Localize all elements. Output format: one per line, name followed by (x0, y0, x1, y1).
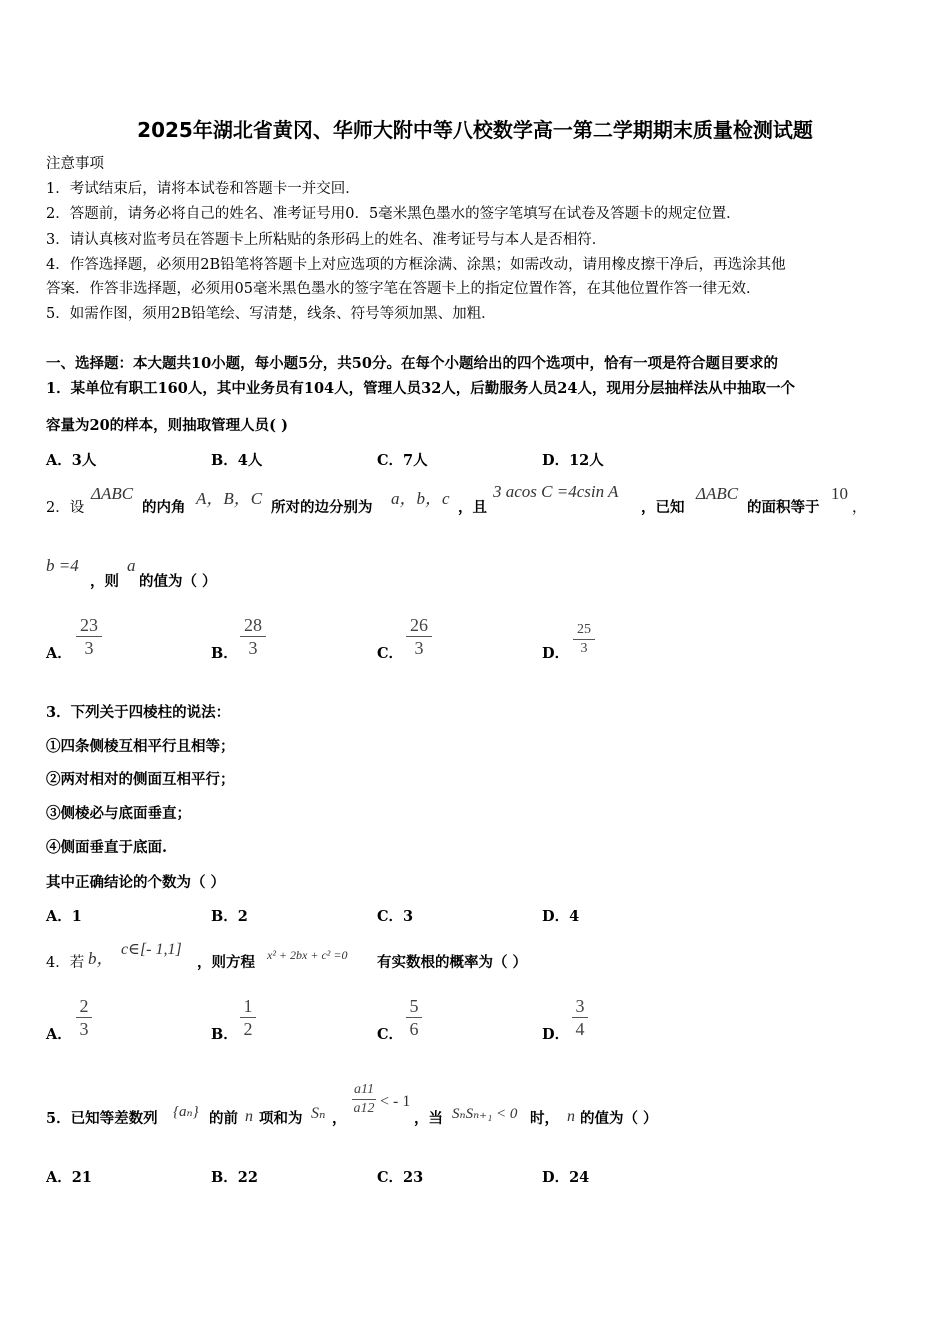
q4-math-range: c∈[- 1,1] (121, 941, 182, 958)
fraction-numerator: a11 (354, 1082, 374, 1097)
q2-option-d-label: D． (542, 645, 570, 662)
q2-text-2: 的内角 (142, 499, 186, 516)
q4-math-b: b， (88, 949, 114, 968)
q2-math-angles: A，B，C (196, 489, 263, 508)
fraction-numerator: 23 (80, 615, 98, 635)
q2-math-condition: 3 acos C =4csin A (493, 482, 619, 501)
q2-text-3: 所对的边分别为 (271, 499, 373, 516)
q4-math-equation: x² + 2bx + c² =0 (267, 948, 348, 962)
q4-option-b-label: B． (211, 1026, 238, 1043)
q4-option-d-label: D． (542, 1026, 570, 1043)
q3-statement-4: ④侧面垂直于底面. (46, 839, 168, 856)
notice-heading: 注意事项 (46, 156, 104, 172)
q4-option-a-fraction (76, 996, 92, 1039)
fraction-denominator: 4 (575, 1019, 585, 1039)
q2-math-triangle: ΔABC (91, 484, 134, 503)
fraction-denominator: 2 (243, 1019, 253, 1039)
q5-math-sn: Sₙ (311, 1105, 326, 1122)
fraction-denominator: 3 (84, 638, 94, 658)
q5-math-n-2: n (567, 1108, 575, 1125)
q4-text-2: ，则方程 (197, 954, 255, 971)
q3-option-c: C．3 (377, 908, 414, 925)
q2-text-5: ，已知 (641, 499, 685, 516)
q5-option-d: D．24 (542, 1169, 590, 1186)
notice-item-4-cont: 答案．作答非选择题，必须用05毫米黑色墨水的签字笔在答题卡上的指定位置作答，在其他位置作答一律无效． (46, 281, 761, 297)
notice-item-1: 1．考试结束后，请将本试卷和答题卡一并交回． (46, 181, 360, 197)
q3-question: 其中正确结论的个数为（ ） (46, 874, 226, 891)
q4-text-1: 4．若 (46, 955, 85, 971)
q5-option-c: C．23 (377, 1169, 424, 1186)
q2-option-a-fraction (76, 615, 102, 658)
fraction-denominator: 6 (409, 1019, 419, 1039)
notice-item-4: 4．作答选择题，必须用2B铅笔将答题卡上对应选项的方框涂满、涂黑；如需改动，请用橡皮擦干净后，再选涂其他 (46, 257, 786, 273)
q2-text-1: 2．设 (46, 500, 85, 516)
notice-item-2: 2．答题前，请务必将自己的姓名、准考证号用0．5毫米黑色墨水的签字笔填写在试卷及答题卡的规定位置． (46, 206, 741, 222)
fraction-numerator: 2 (79, 996, 89, 1016)
q5-text-7: 的值为（ ） (580, 1110, 658, 1127)
q2-math-b: b =4 (46, 556, 79, 575)
q4-text-3: 有实数根的概率为（ ） (377, 954, 528, 971)
q2-math-area: 10 (831, 484, 848, 503)
q5-option-a: A．21 (46, 1169, 92, 1186)
q2-math-sides: a，b，c (391, 489, 450, 508)
q4-option-c-label: C． (377, 1026, 404, 1043)
q5-math-n: n (245, 1108, 253, 1125)
q4-option-b-fraction (240, 996, 256, 1039)
q3-statement-2: ②两对相对的侧面互相平行； (46, 771, 235, 788)
notice-item-5: 5．如需作图，须用2B铅笔绘、写清楚，线条、符号等须加黑、加粗． (46, 306, 496, 322)
q4-option-c-fraction (406, 996, 422, 1039)
q2-text-9: 的值为（ ） (139, 573, 217, 590)
q2-text-4: ，且 (458, 499, 487, 516)
q3-statement-3: ③侧棱必与底面垂直； (46, 805, 191, 822)
q1-option-c: C．7人 (377, 452, 428, 469)
q1-option-d: D．12人 (542, 452, 604, 469)
q3-option-d: D．4 (542, 908, 580, 925)
q3-statement-1: ①四条侧棱互相平行且相等； (46, 738, 235, 755)
fraction-denominator: a12 (353, 1101, 375, 1116)
q5-math-inequality: < - 1 (380, 1093, 411, 1110)
fraction-numerator: 25 (577, 622, 591, 637)
q2-option-c-label: C． (377, 645, 404, 662)
q2-math-a: a (127, 556, 136, 575)
q2-text-7: ， (852, 500, 867, 516)
q5-text-1: 5．已知等差数列 (46, 1110, 158, 1127)
q5-text-4: ， (332, 1110, 347, 1127)
q2-option-b-fraction (240, 615, 266, 658)
q2-option-c-fraction (406, 615, 432, 658)
q1-stem-line1: 1．某单位有职工160人，其中业务员有104人，管理人员32人，后勤服务人员24人，现用分层抽样法从中抽取一个 (46, 380, 795, 397)
q4-option-d-fraction (572, 996, 588, 1039)
q5-math-product: SₙSₙ₊₁ < 0 (452, 1106, 518, 1122)
q5-option-b: B．22 (211, 1169, 258, 1186)
fraction-numerator: 3 (575, 996, 585, 1016)
q3-option-a: A．1 (46, 908, 82, 925)
q2-option-d-fraction (573, 622, 595, 657)
q5-text-2: 的前 (209, 1110, 238, 1127)
q5-text-6: 时， (530, 1110, 559, 1127)
q1-stem-line2: 容量为20的样本，则抽取管理人员( ) (46, 417, 288, 434)
q2-text-6: 的面积等于 (747, 499, 820, 516)
page-title: 2025年湖北省黄冈、华师大附中等八校数学高一第二学期期末质量检测试题 (137, 118, 813, 142)
q5-text-3: 项和为 (259, 1110, 303, 1127)
q5-ratio-fraction (352, 1082, 376, 1117)
q2-option-a-label: A． (46, 645, 72, 662)
q3-option-b: B．2 (211, 908, 248, 925)
q5-math-sequence: {aₙ} (173, 1104, 199, 1120)
fraction-numerator: 28 (244, 615, 262, 635)
q2-option-b-label: B． (211, 645, 238, 662)
notice-item-3: 3．请认真核对监考员在答题卡上所粘贴的条形码上的姓名、准考证号与本人是否相符． (46, 232, 607, 248)
fraction-denominator: 3 (414, 638, 424, 658)
fraction-numerator: 1 (243, 996, 253, 1016)
q1-option-a: A．3人 (46, 452, 97, 469)
fraction-denominator: 3 (79, 1019, 89, 1039)
section-heading: 一、选择题：本大题共10小题，每小题5分，共50分。在每个小题给出的四个选项中，恰有一项是符合题目要求的 (46, 355, 778, 372)
fraction-numerator: 5 (409, 996, 419, 1016)
fraction-denominator: 3 (248, 638, 258, 658)
q2-text-8: ，则 (90, 573, 119, 590)
fraction-denominator: 3 (580, 641, 588, 656)
fraction-numerator: 26 (410, 615, 428, 635)
q4-option-a-label: A． (46, 1026, 72, 1043)
q3-stem: 3．下列关于四棱柱的说法： (46, 704, 231, 721)
q5-text-5: ，当 (414, 1110, 443, 1127)
q2-math-triangle-2: ΔABC (696, 484, 739, 503)
q1-option-b: B．4人 (211, 452, 263, 469)
